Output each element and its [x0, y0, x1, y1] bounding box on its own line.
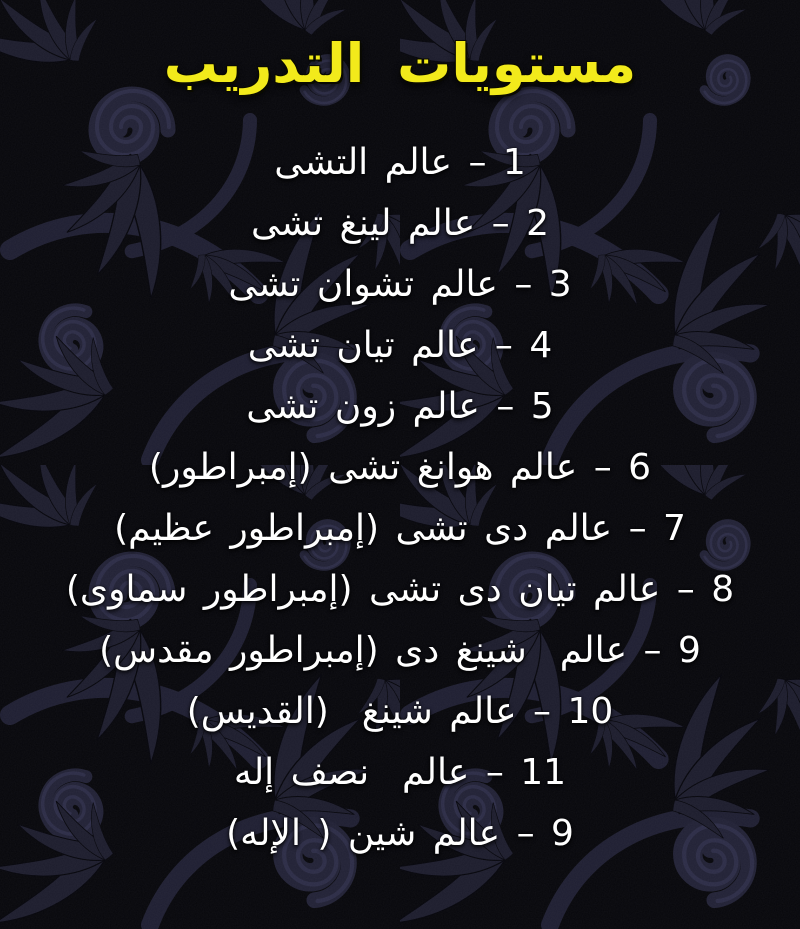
level-text: 4 – عالم تيان تشى [247, 325, 553, 366]
level-item [0, 376, 800, 437]
level-item [0, 803, 800, 864]
levels-list [0, 132, 800, 864]
level-text: 2 – عالم لينغ تشى [250, 203, 550, 244]
level-item [0, 315, 800, 376]
level-item [0, 132, 800, 193]
level-text: 9 – عالم شينغ دى (إمبراطور مقدس) [99, 630, 701, 671]
level-item [0, 437, 800, 498]
level-text: 7 – عالم دى تشى (إمبراطور عظيم) [114, 508, 686, 549]
level-item [0, 620, 800, 681]
level-item [0, 498, 800, 559]
level-text: 10 – عالم شينغ (القديس) [186, 691, 614, 732]
level-text: 3 – عالم تشوان تشى [228, 264, 572, 305]
level-item [0, 193, 800, 254]
page-title: مستويات التدريب [163, 32, 637, 95]
level-item [0, 742, 800, 803]
level-text: 5 – عالم زون تشى [246, 386, 554, 427]
level-text: 6 – عالم هوانغ تشى (إمبراطور) [148, 447, 652, 488]
level-text: 8 – عالم تيان دى تشى (إمبراطور سماوى) [65, 569, 735, 610]
level-item [0, 254, 800, 315]
level-text: 9 – عالم شين ( الإله) [226, 813, 574, 854]
level-item [0, 559, 800, 620]
level-item [0, 681, 800, 742]
level-text: 11 – عالم نصف إله [233, 752, 567, 793]
level-text: 1 – عالم التشى [274, 142, 526, 183]
